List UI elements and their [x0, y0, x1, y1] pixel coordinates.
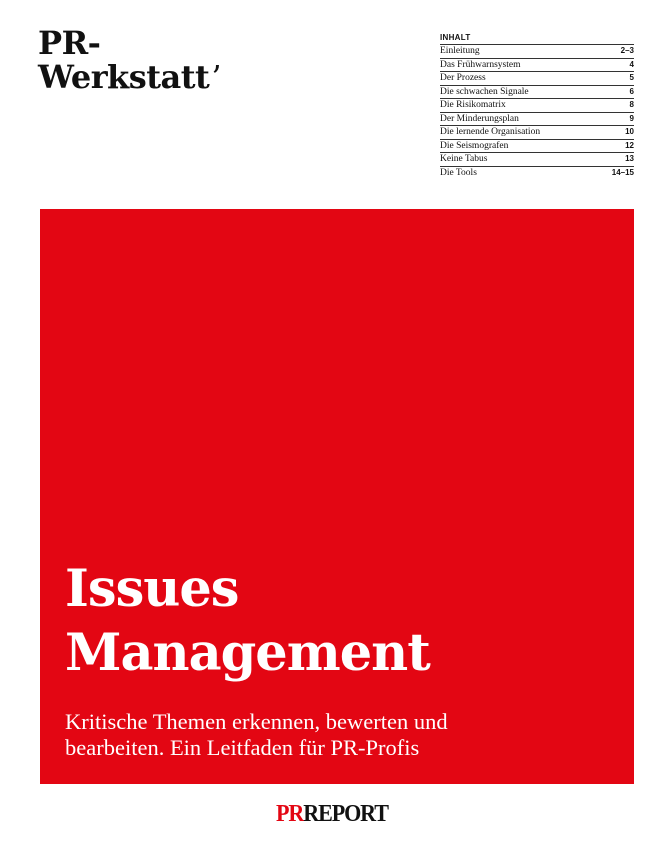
- toc-entry-title: Die Seismografen: [440, 140, 509, 151]
- toc-entry-page: 6: [629, 86, 634, 96]
- toc-entry-title: Die Risikomatrix: [440, 100, 506, 110]
- toc-entry-page: 14–15: [611, 167, 634, 177]
- pr-werkstatt-logo: [38, 26, 221, 94]
- toc-entry-page: 12: [625, 140, 634, 150]
- toc-entry-page: 2–3: [620, 46, 634, 55]
- toc-heading: INHALT: [440, 33, 634, 45]
- toc-row: [440, 86, 634, 100]
- toc-entry-title: Die schwachen Signale: [440, 86, 529, 97]
- logo-line-2: [38, 60, 221, 94]
- cover-subtitle-line-2: bearbeiten. Ein Leitfaden für PR-Profis: [65, 735, 420, 760]
- pr-report-logo: [276, 800, 388, 828]
- toc-entry-page: 4: [629, 59, 634, 69]
- logo-word: Werkstatt: [38, 58, 210, 96]
- toc-row: [440, 153, 634, 167]
- toc-list: [440, 45, 634, 179]
- toc-row: [440, 45, 634, 59]
- cover-subtitle-line-1: Kritische Themen erkennen, bewerten und: [65, 709, 448, 734]
- toc-entry-title: Der Prozess: [440, 73, 486, 83]
- toc-entry-page: 13: [625, 154, 634, 163]
- toc-entry-page: 5: [629, 73, 634, 82]
- cover-block: [40, 209, 634, 784]
- toc-entry-page: 10: [625, 127, 634, 136]
- toc-row: [440, 113, 634, 127]
- toc-entry-title: Die Tools: [440, 167, 477, 178]
- toc-entry-page: 9: [629, 113, 634, 123]
- toc-row: [440, 99, 634, 113]
- toc-entry-title: Einleitung: [440, 46, 480, 56]
- cover-title: [65, 557, 430, 685]
- cover-title-line-2: Management: [65, 623, 430, 683]
- cover-title-line-1: Issues: [65, 559, 239, 619]
- toc-entry-title: Das Frühwarnsystem: [440, 59, 521, 70]
- toc-row: [440, 72, 634, 86]
- toc-entry-page: 8: [629, 100, 634, 109]
- toc-row: [440, 59, 634, 73]
- toc-row: [440, 140, 634, 154]
- publisher-report: REPORT: [303, 801, 388, 827]
- logo-tick: ’: [211, 58, 221, 96]
- toc-row: [440, 126, 634, 140]
- toc-entry-title: Keine Tabus: [440, 154, 488, 164]
- table-of-contents: [440, 33, 634, 179]
- toc-row: [440, 167, 634, 180]
- cover-subtitle: [65, 709, 625, 761]
- publisher-pr: PR: [276, 801, 304, 827]
- toc-entry-title: Der Minderungsplan: [440, 113, 519, 124]
- toc-entry-title: Die lernende Organisation: [440, 127, 541, 137]
- logo-line-1: PR-: [38, 24, 101, 62]
